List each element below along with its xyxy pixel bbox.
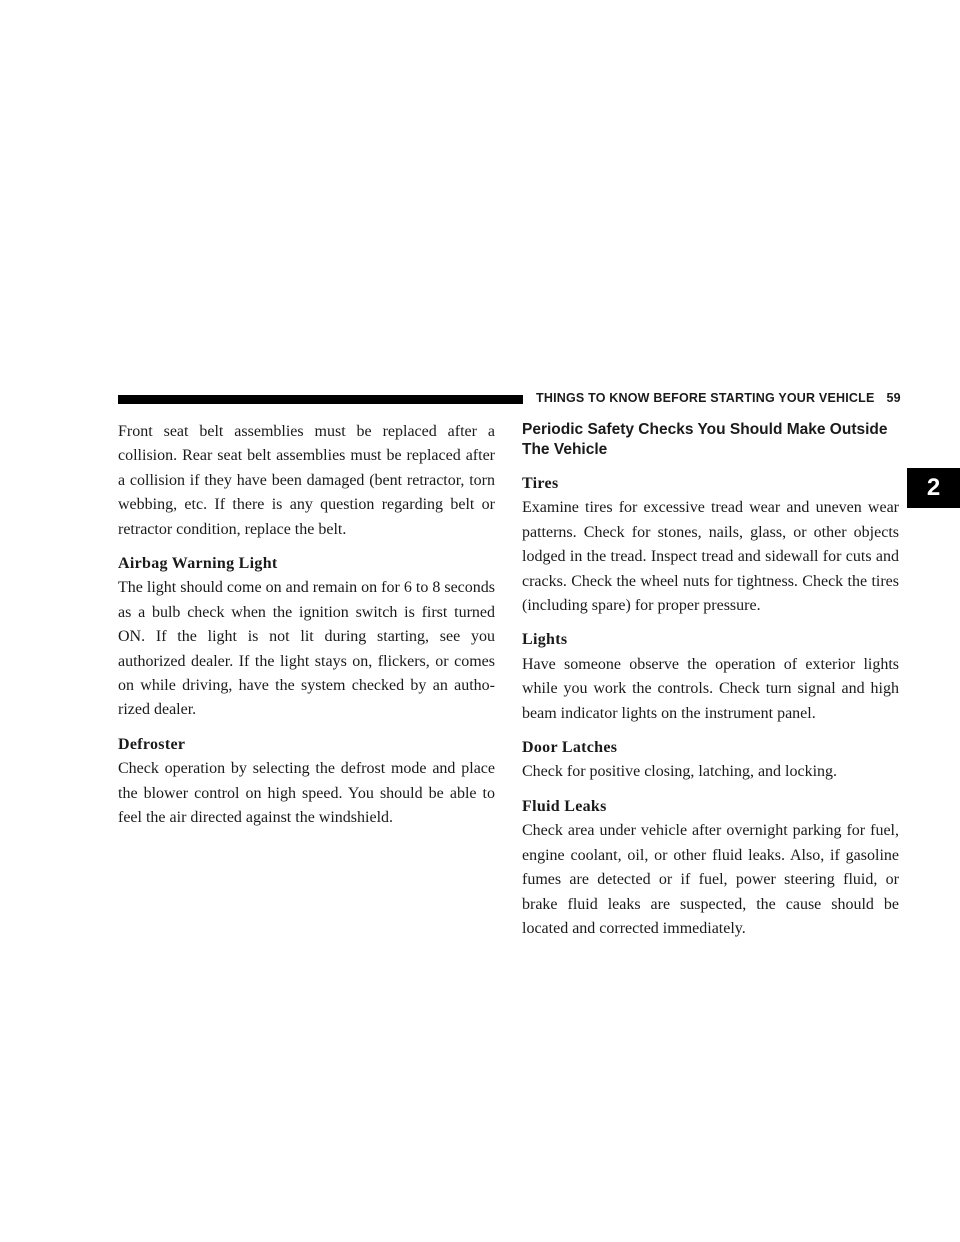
section-text: Examine tires for excessive tread wear and uneven wear patterns. Check for stones, nails, glass, or other objects lodged in the tread. Inspect tread and sidewall for cuts and cracks. Check the wheel nuts for tightness. Check the tires (including spare) for proper pressure. <box>522 499 899 615</box>
section-title: Fluid Leaks <box>522 797 607 815</box>
section-text: The light should come on and remain on for 6 to 8 seconds as a bulb check when the ignition switch is first turned ON. If the light is not lit during starting, see you authorized dealer. If the light stays on, flickers, or comes on while driving, have the system checked by an autho-rized dealer. <box>118 579 495 719</box>
left-column <box>118 420 495 831</box>
section-heading: Periodic Safety Checks You Should Make Outside The Vehicle <box>522 421 888 458</box>
section-tires <box>522 472 899 618</box>
section-fluid-leaks <box>522 795 899 941</box>
header-title: THINGS TO KNOW BEFORE STARTING YOUR VEHICLE <box>536 391 875 405</box>
section-title: Airbag Warning Light <box>118 555 278 573</box>
page-number: 59 <box>886 391 901 405</box>
section-text: Check for positive closing, latching, and locking. <box>522 763 838 781</box>
section-title: Door Latches <box>522 739 618 757</box>
section-title: Lights <box>522 631 568 649</box>
section-door-latches <box>522 736 899 785</box>
section-text: Have someone observe the operation of exterior lights while you work the controls. Check turn signal and high beam indicator lights on the instrument panel. <box>522 655 899 722</box>
section-airbag-warning-light <box>118 552 495 723</box>
running-header <box>536 391 901 405</box>
section-title: Tires <box>522 475 559 492</box>
header-rule <box>118 395 523 404</box>
section-text: Check area under vehicle after overnight parking for fuel, engine coolant, oil, or other fluid leaks. Also, if gasoline fumes are detected or if fuel, power steering fluid, or brake fluid leaks are suspected, the cause should be located and corrected immediately. <box>522 822 899 937</box>
section-title: Defroster <box>118 735 186 753</box>
right-column <box>522 420 899 941</box>
section-defroster <box>118 733 495 831</box>
intro-paragraph: Front seat belt assemblies must be replaced after a collision. Rear seat belt assemblies must be replaced after a collision if they have been damaged (bent retractor, torn webbing, etc. If there is any question regarding belt or retractor condition, replace the belt. <box>118 423 495 538</box>
section-lights <box>522 628 899 726</box>
section-text: Check operation by selecting the defrost mode and place the blower control on high speed. You should be able to feel the air directed against the windshield. <box>118 760 495 827</box>
chapter-tab: 2 <box>907 468 960 508</box>
